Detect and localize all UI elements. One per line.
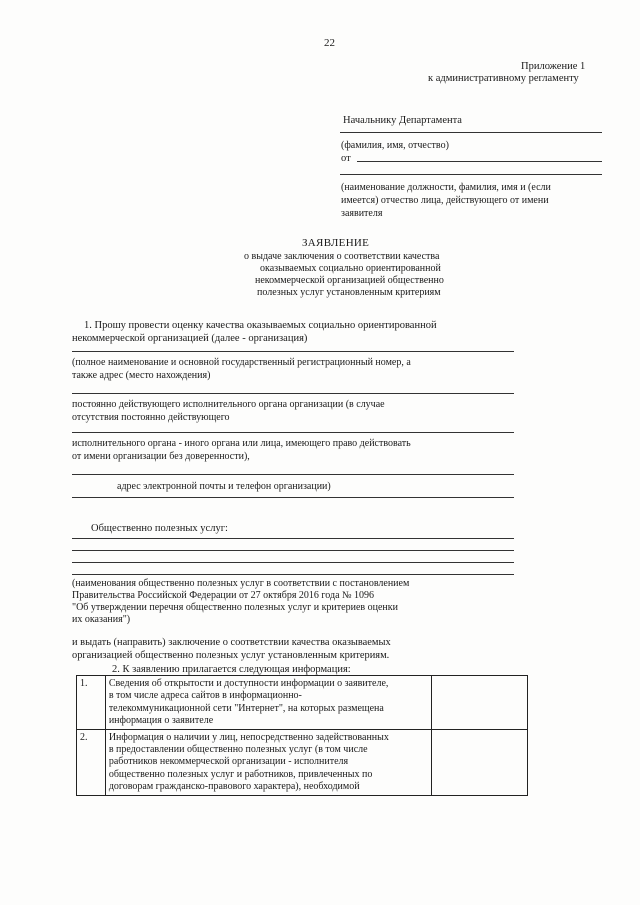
row-number: 2. bbox=[77, 729, 106, 795]
row-text-line: в том числе адреса сайтов в информационно- bbox=[108, 690, 302, 702]
paragraph-1-line2: некоммерческой организацией (далее - организация) bbox=[72, 333, 308, 344]
org-hint-1-line1: (полное наименование и основной государственный регистрационный номер, а bbox=[72, 357, 411, 368]
table-row bbox=[77, 676, 528, 730]
org-address-line bbox=[72, 393, 514, 394]
from-line-2 bbox=[340, 174, 602, 175]
services-label: Общественно полезных услуг: bbox=[91, 523, 228, 534]
paragraph-1-line1: 1. Прошу провести оценку качества оказываемых социально ориентированной bbox=[84, 320, 437, 331]
issue-request-line2: организацией общественно полезных услуг установленным критериям. bbox=[72, 650, 390, 661]
org-hint-2-line2: отсутствия постоянно действующего bbox=[72, 412, 230, 423]
org-hint-1-line2: также адрес (место нахождения) bbox=[72, 370, 211, 381]
position-hint-line2: имеется) отчество лица, действующего от имени bbox=[341, 195, 549, 206]
row-text bbox=[105, 729, 431, 795]
row-text-line: работников некоммерческой организации - исполнителя bbox=[108, 756, 349, 768]
services-hint-line1: (наименования общественно полезных услуг в соответствии с постановлением bbox=[72, 578, 410, 589]
document-title: ЗАЯВЛЕНИЕ bbox=[302, 237, 370, 249]
org-hint-3-line1: исполнительного органа - иного органа или лица, имеющего право действовать bbox=[72, 438, 411, 449]
row-text-line: Информация о наличии у лиц, непосредственно задействованных bbox=[108, 731, 389, 743]
services-hint-line3: "Об утверждении перечня общественно полезных услуг и критериев оценки bbox=[72, 602, 398, 613]
appendix-subtitle: к административному регламенту bbox=[428, 73, 579, 84]
org-contact-line-2 bbox=[72, 497, 514, 498]
row-text-line: договорам гражданско-правового характера), необходимой bbox=[108, 781, 360, 793]
position-hint-line3: заявителя bbox=[341, 208, 383, 219]
services-line-2 bbox=[72, 550, 514, 551]
fio-line bbox=[340, 132, 602, 133]
services-line-4 bbox=[72, 574, 514, 575]
row-text-line: информация о заявителе bbox=[108, 715, 214, 727]
row-value-cell bbox=[432, 676, 528, 730]
addressee-to: Начальнику Департамента bbox=[343, 115, 462, 126]
from-label: от bbox=[341, 153, 351, 164]
position-hint-line1: (наименование должности, фамилия, имя и (если bbox=[341, 182, 551, 193]
org-name-line bbox=[72, 351, 514, 352]
title-sub-4: полезных услуг установленным критериям bbox=[257, 287, 441, 298]
services-line-1 bbox=[72, 538, 514, 539]
fio-hint: (фамилия, имя, отчество) bbox=[341, 140, 449, 151]
row-text-line: Сведения об открытости и доступности информации о заявителе, bbox=[108, 678, 389, 689]
page-number: 22 bbox=[324, 37, 335, 49]
title-sub-1: о выдаче заключения о соответствии качества bbox=[244, 251, 440, 262]
paragraph-2: 2. К заявлению прилагается следующая информация: bbox=[112, 664, 351, 675]
services-line-3 bbox=[72, 562, 514, 563]
row-text-line: общественно полезных услуг и работников, привлеченных по bbox=[108, 768, 373, 780]
row-value-cell bbox=[432, 729, 528, 795]
table-row bbox=[77, 729, 528, 795]
org-hint-2-line1: постоянно действующего исполнительного органа организации (в случае bbox=[72, 399, 385, 410]
title-sub-2: оказываемых социально ориентированной bbox=[260, 263, 441, 274]
org-body-line bbox=[72, 432, 514, 433]
row-text bbox=[105, 676, 431, 730]
services-hint-line2: Правительства Российской Федерации от 27 октября 2016 года № 1096 bbox=[72, 590, 375, 601]
org-contact-line bbox=[72, 474, 514, 475]
services-hint-line4: их оказания") bbox=[72, 614, 131, 625]
row-text-line: в предоставлении общественно полезных услуг (в том числе bbox=[108, 744, 368, 756]
attachments-table bbox=[76, 675, 528, 796]
org-hint-4: адрес электронной почты и телефон организации) bbox=[117, 481, 331, 492]
row-number: 1. bbox=[77, 676, 106, 730]
org-hint-3-line2: от имени организации без доверенности), bbox=[72, 451, 250, 462]
from-line bbox=[357, 161, 602, 162]
appendix-title: Приложение 1 bbox=[521, 61, 586, 72]
title-sub-3: некоммерческой организацией общественно bbox=[255, 275, 444, 286]
issue-request-line1: и выдать (направить) заключение о соответствии качества оказываемых bbox=[72, 637, 391, 648]
row-text-line: телекоммуникационной сети "Интернет", на которых размещена bbox=[108, 702, 384, 714]
